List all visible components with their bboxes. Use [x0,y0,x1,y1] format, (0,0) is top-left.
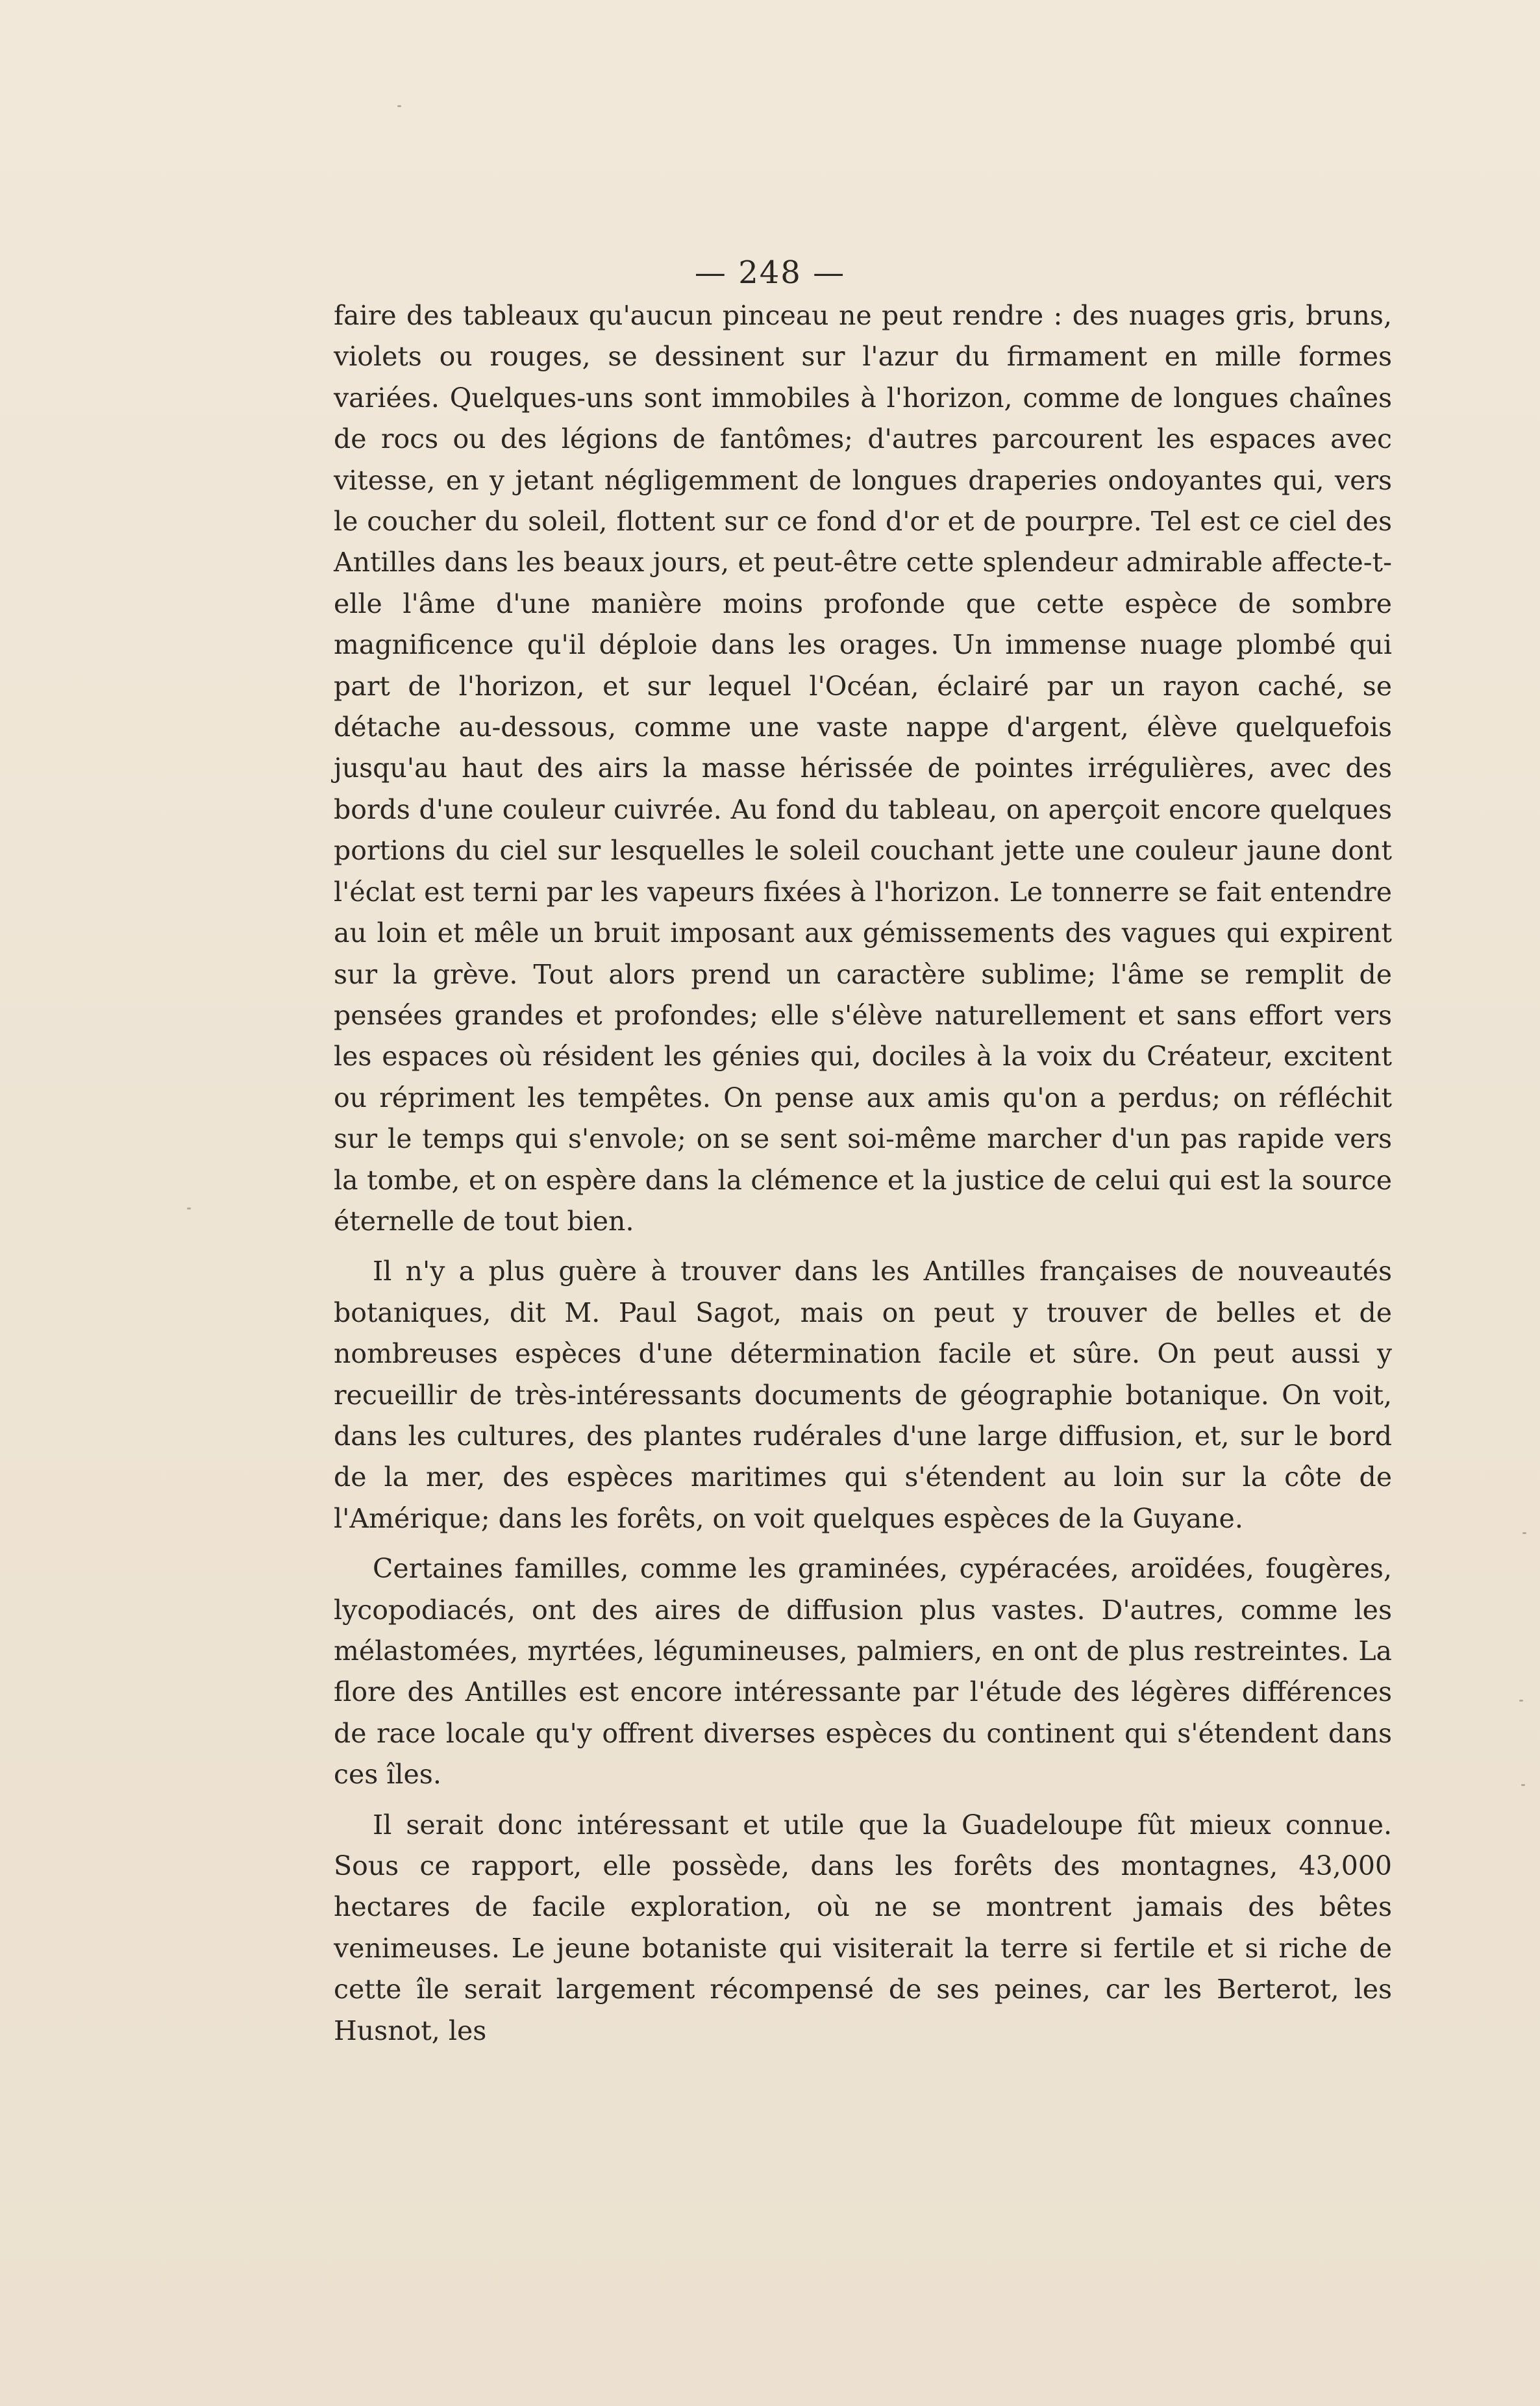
scan-speck [1519,1700,1523,1702]
scan-speck [397,105,401,107]
scan-speck [1522,1532,1526,1534]
scan-speck [187,1208,191,1209]
body-text [334,295,1392,2052]
page-number: — 248 — [694,254,846,291]
scan-speck [1521,1784,1525,1786]
paragraph-2: Il n'y a plus guère à trouver dans les Antilles françaises de nouveautés botaniques, dit M. Paul Sagot, mais on peut y trouver de belles et de nombreuses espèces d'une détermination facile et sûre. On peut aussi y recueillir de très-intéressants documents de géographie botanique. On voit, dans les cultures, des plantes rudérales d'une large diffusion, et, sur le bord de la mer, des espèces maritimes qui s'étendent au loin sur la côte de l'Amérique; dans les forêts, on voit quelques espèces de la Guyane. [334,1256,1392,1534]
paragraph-1: faire des tableaux qu'aucun pinceau ne peut rendre : des nuages gris, bruns, violets ou rouges, se dessinent sur l'azur du firmament en mille formes variées. Quelques-uns sont immobiles à l'horizon, comme de longues chaînes de rocs ou des légions de fantômes; d'autres parcourent les espaces avec vitesse, en y jetant négligemment de longues draperies ondoyantes qui, vers le coucher du soleil, flottent sur ce fond d'or et de pourpre. Tel est ce ciel des Antilles dans les beaux jours, et peut-être cette splendeur admirable affecte-t-elle l'âme d'une manière moins profonde que cette espèce de sombre magnificence qu'il déploie dans les orages. Un immense nuage plombé qui part de l'horizon, et sur lequel l'Océan, éclairé par un rayon caché, se détache au-dessous, comme une vaste nappe d'argent, élève quelquefois jusqu'au haut des airs la masse hérissée de pointes irrégulières, avec des bords d'une couleur cuivrée. Au fond du tableau, on aperçoit encore quelques portions du ciel sur lesquelles le soleil couchant jette une couleur jaune dont l'éclat est terni par les vapeurs fixées à l'horizon. Le tonnerre se fait entendre au loin et mêle un bruit imposant aux gémissements des vagues qui expirent sur la grève. Tout alors prend un caractère sublime; l'âme se remplit de pensées grandes et profondes; elle s'élève naturellement et sans effort vers les espaces où résident les génies qui, dociles à la voix du Créateur, excitent ou répriment les tempêtes. On pense aux amis qu'on a perdus; on réfléchit sur le temps qui s'envole; on se sent soi-même marcher d'un pas rapide vers la tombe, et on espère dans la clémence et la justice de celui qui est la source éternelle de tout bien. [334,300,1392,1237]
paragraph-3: Certaines familles, comme les graminées, cypéracées, aroïdées, fougères, lycopodiacés, ont des aires de diffusion plus vastes. D'autres, comme les mélastomées, myrtées, légumineuses, palmiers, en ont de plus restreintes. La flore des Antilles est encore intéressante par l'étude des légères différences de race locale qu'y offrent diverses espèces du continent qui s'étendent dans ces îles. [334,1553,1392,1791]
paragraph-4: Il serait donc intéressant et utile que la Guadeloupe fût mieux connue. Sous ce rapport, elle possède, dans les forêts des montagnes, 43,000 hectares de facile exploration, où ne se montrent jamais des bêtes venimeuses. Le jeune botaniste qui visiterait la terre si fertile et si riche de cette île serait largement récompensé de ses peines, car les Berterot, les Husnot, les [334,1809,1392,2046]
